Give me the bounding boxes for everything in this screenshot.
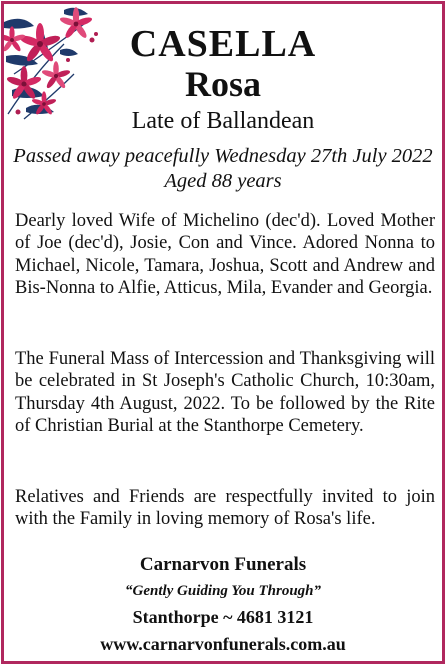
notice-frame: [1, 1, 445, 664]
invitation-paragraph: Relatives and Friends are respectfully invited to join with the Family in loving memory of Rosa's life.: [15, 487, 435, 530]
passed-away-line: Passed away peacefully Wednesday 27th July 2022: [13, 145, 433, 167]
service-paragraph: The Funeral Mass of Intercession and Thanksgiving will be celebrated in St Joseph's Catholic Church, 10:30am, Thursday 4th August, 2022. To be followed by the Rite of Christian Burial at the Stanthorpe Cemetery.: [15, 349, 435, 436]
funeral-director-motto: “Gently Guiding You Through”: [124, 583, 322, 599]
locality-line: Late of Ballandean: [131, 108, 315, 134]
age-line: Aged 88 years: [164, 170, 282, 192]
family-paragraph: Dearly loved Wife of Michelino (dec'd). Loved Mother of Joe (dec'd), Josie, Con and Vince. Adored Nonna to Michael, Nicole, Tamara, Joshua, Scott and Andrew and Bis-Nonna to Alfie, Atticus, Mila, Evander and Georgia.: [15, 211, 435, 298]
funeral-director-name: Carnarvon Funerals: [139, 554, 307, 575]
funeral-director-phone: Stanthorpe ~ 4681 3121: [132, 607, 314, 627]
deceased-surname: CASELLA: [129, 23, 317, 65]
deceased-given-name: Rosa: [184, 64, 261, 104]
funeral-director-website: www.carnarvonfunerals.com.au: [100, 634, 346, 654]
